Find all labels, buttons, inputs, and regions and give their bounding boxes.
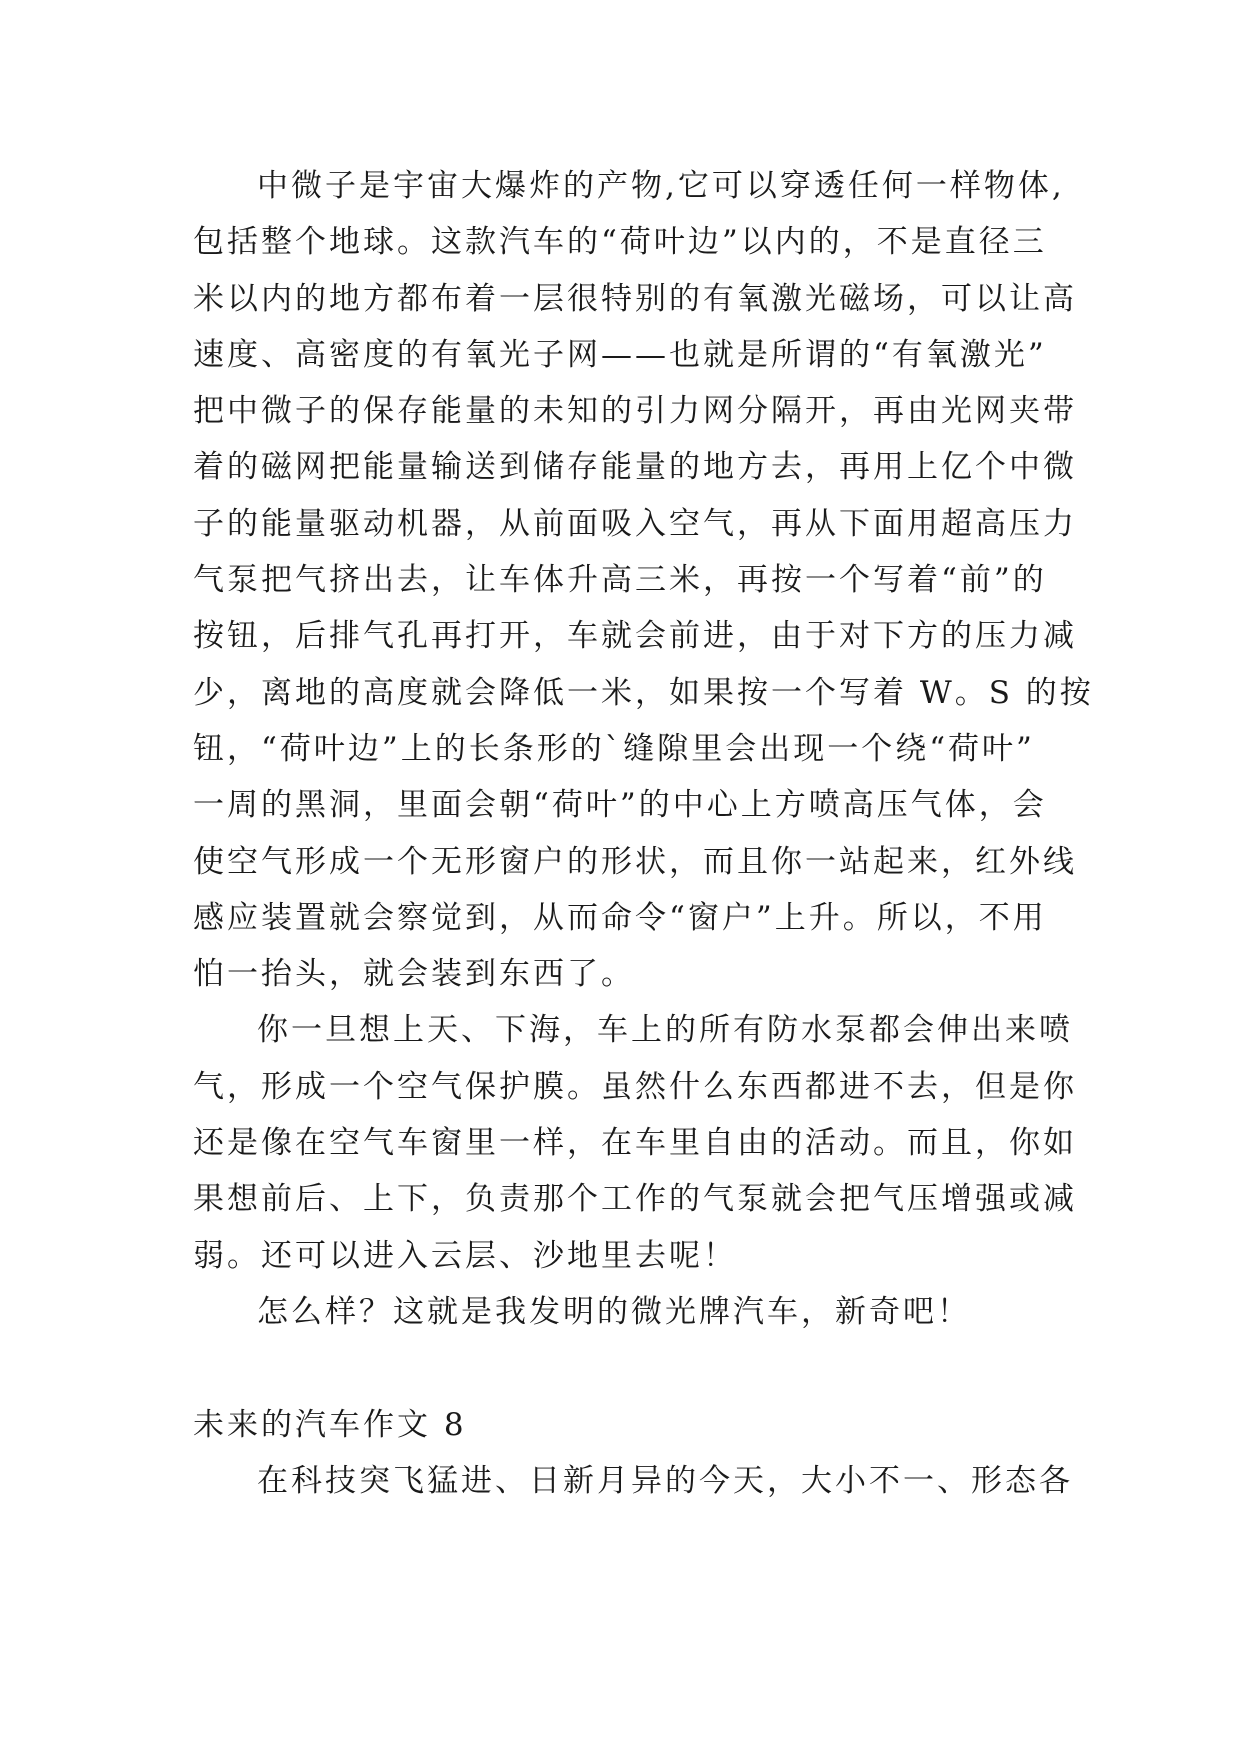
text-line: 还是像在空气车窗里一样，在车里自由的活动。而且，你如 <box>193 1125 1077 1162</box>
text-line: 一周的黑洞，里面会朝“荷叶”的中心上方喷高压气体，会 <box>193 787 1047 824</box>
text-line: 着的磁网把能量输送到储存能量的地方去，再用上亿个中微 <box>193 449 1077 486</box>
text-line: 气，形成一个空气保护膜。虽然什么东西都进不去，但是你 <box>193 1068 1077 1105</box>
text-line: 按钮，后排气孔再打开，车就会前进，由于对下方的压力减 <box>193 618 1077 655</box>
paragraph-4 <box>193 1453 1073 1509</box>
text-line: 气泵把气挤出去，让车体升高三米，再按一个写着“前”的 <box>193 562 1047 599</box>
text-line: 你一旦想上天、下海，车上的所有防水泵都会伸出来喷 <box>257 1012 1073 1049</box>
text-line: 速度、高密度的有氧光子网——也就是所谓的“有氧激光” <box>193 336 1047 373</box>
text-line: 钮，“荷叶边”上的长条形的`缝隙里会出现一个绕“荷叶” <box>193 730 1035 767</box>
paragraph-1 <box>193 158 1094 1002</box>
text-line: 米以内的地方都布着一层很特别的有氧激光磁场，可以让高 <box>193 280 1077 317</box>
text-line: 弱。还可以进入云层、沙地里去呢！ <box>193 1237 737 1274</box>
text-line: 使空气形成一个无形窗户的形状，而且你一站起来，红外线 <box>193 843 1077 880</box>
text-line: 怎么样？这就是我发明的微光牌汽车，新奇吧！ <box>257 1293 971 1330</box>
text-line: 在科技突飞猛进、日新月异的今天，大小不一、形态各 <box>257 1462 1073 1499</box>
text-line: 中微子是宇宙大爆炸的产物,它可以穿透任何一样物体, <box>257 168 1065 204</box>
text-line: 感应装置就会察觉到，从而命令“窗户”上升。所以，不用 <box>193 899 1047 936</box>
paragraph-3 <box>193 1284 1073 1340</box>
text-line: 怕一抬头，就会装到东西了。 <box>193 956 635 993</box>
text-line: 把中微子的保存能量的未知的引力网分隔开，再由光网夹带 <box>193 393 1077 430</box>
paragraph-2 <box>193 1002 1077 1283</box>
text-line: 少，离地的高度就会降低一米，如果按一个写着 W。S 的按 <box>193 674 1094 711</box>
document-body <box>193 158 1094 1509</box>
text-line: 子的能量驱动机器，从前面吸入空气，再从下面用超高压力 <box>193 505 1077 542</box>
section-heading-text: 未来的汽车作文 8 <box>193 1406 467 1443</box>
section-heading <box>193 1397 1073 1453</box>
text-line: 果想前后、上下，负责那个工作的气泵就会把气压增强或减 <box>193 1181 1077 1218</box>
text-line: 包括整个地球。这款汽车的“荷叶边”以内的，不是直径三 <box>193 224 1047 261</box>
